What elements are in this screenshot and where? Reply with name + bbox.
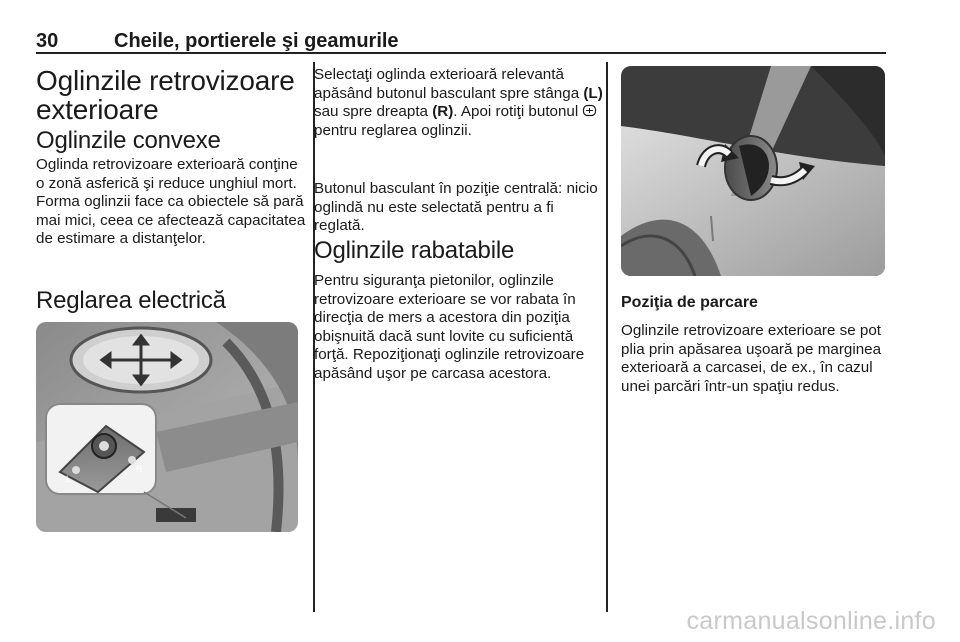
convex-mirror-text: Oglinda retrovizoare exterioară conţine o zonă asferică şi reduce unghiul mort. Forma oglinzii face ca obiectele să pară mai mici, ceea ce afectează capacitatea de estimare a distanţelor. bbox=[36, 156, 306, 247]
right-label: (R) bbox=[432, 103, 454, 120]
column-divider-right bbox=[606, 62, 608, 612]
select-text-end: pentru reglarea oglinzii. bbox=[314, 121, 472, 139]
subsection-convex-title: Oglinzile convexe bbox=[36, 127, 221, 154]
header-rule bbox=[36, 52, 886, 54]
left-label: (L) bbox=[583, 84, 603, 102]
select-text-post: . Apoi rotiţi butonul bbox=[453, 103, 583, 120]
folding-text: Pentru siguranţa pietonilor, oglinzile retrovizoare exterioare se vor rabata în direcţia de mers a acestora din poziţia obişnuită dacă sunt lovite cu suficientă forţă. Repoziţionaţi oglinzile retrovizoare apăsând uşor pe carcasa acestora. bbox=[314, 272, 585, 382]
center-position-text: Butonul basculant în poziţie centrală: nicio oglindă nu este selectată pentru a fi reglată. bbox=[314, 180, 598, 234]
switch-right-label: R bbox=[136, 464, 143, 474]
watermark: carmanualsonline.info bbox=[686, 607, 936, 635]
switch-left-label: L bbox=[66, 474, 72, 484]
parking-position-text: Oglinzile retrovizoare exterioare se pot plia prin apăsarea uşoară pe marginea exterioară a carcasei, de ex., în cazul unei parcări într-un spaţiu redus. bbox=[621, 322, 882, 395]
folding-title: Oglinzile rabatabile bbox=[314, 237, 515, 264]
select-text-pre: Selectaţi oglinda exterioară relevantă apăsând butonul basculant spre stânga bbox=[314, 66, 584, 102]
subsection-electric-title: Reglarea electrică bbox=[36, 287, 226, 314]
mirror-adjust-icon bbox=[582, 103, 597, 118]
parking-position-title: Poziţia de parcare bbox=[621, 294, 758, 311]
folding-mirror-illustration bbox=[621, 66, 885, 276]
section-title: Oglinzile retrovizoare exterioare bbox=[36, 65, 295, 125]
mirror-switch-illustration bbox=[36, 322, 298, 532]
select-text-mid: sau spre dreapta bbox=[314, 103, 433, 120]
select-mirror-text bbox=[314, 66, 604, 140]
chapter-title: Cheile, portierele şi geamurile bbox=[114, 30, 399, 52]
page-number: 30 bbox=[36, 30, 59, 52]
